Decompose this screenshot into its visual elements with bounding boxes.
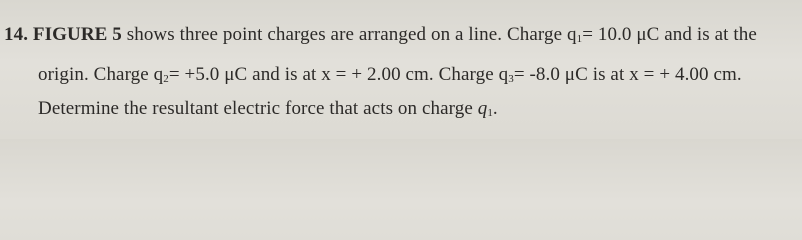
charge-variable-subscript: 1 <box>487 107 493 119</box>
line3-text-b: . <box>492 98 498 119</box>
line2-text-a: origin. Charge q <box>38 64 164 85</box>
question-number: 14. <box>4 24 29 45</box>
charge-variable: q <box>477 98 488 119</box>
q2-subscript: 2 <box>163 73 169 85</box>
question-line-3 <box>38 98 498 120</box>
line2-text-b: = +5.0 μC and is at x = + 2.00 cm. Charge q <box>168 64 509 85</box>
figure-reference: FIGURE 5 <box>32 24 122 45</box>
line2-text-c: = -8.0 μC is at x = + 4.00 cm. <box>513 64 742 85</box>
question-line-2 <box>38 64 742 86</box>
q1-subscript: 1 <box>576 33 583 45</box>
question-line-1 <box>4 24 757 46</box>
q3-subscript: 3 <box>508 73 514 85</box>
line1-text-b: = 10.0 μC and is at the <box>582 24 757 45</box>
line1-text-a: shows three point charges are arranged on a line. Charge q <box>121 24 577 45</box>
line3-text-a: Determine the resultant electric force that acts on charge <box>38 98 478 119</box>
